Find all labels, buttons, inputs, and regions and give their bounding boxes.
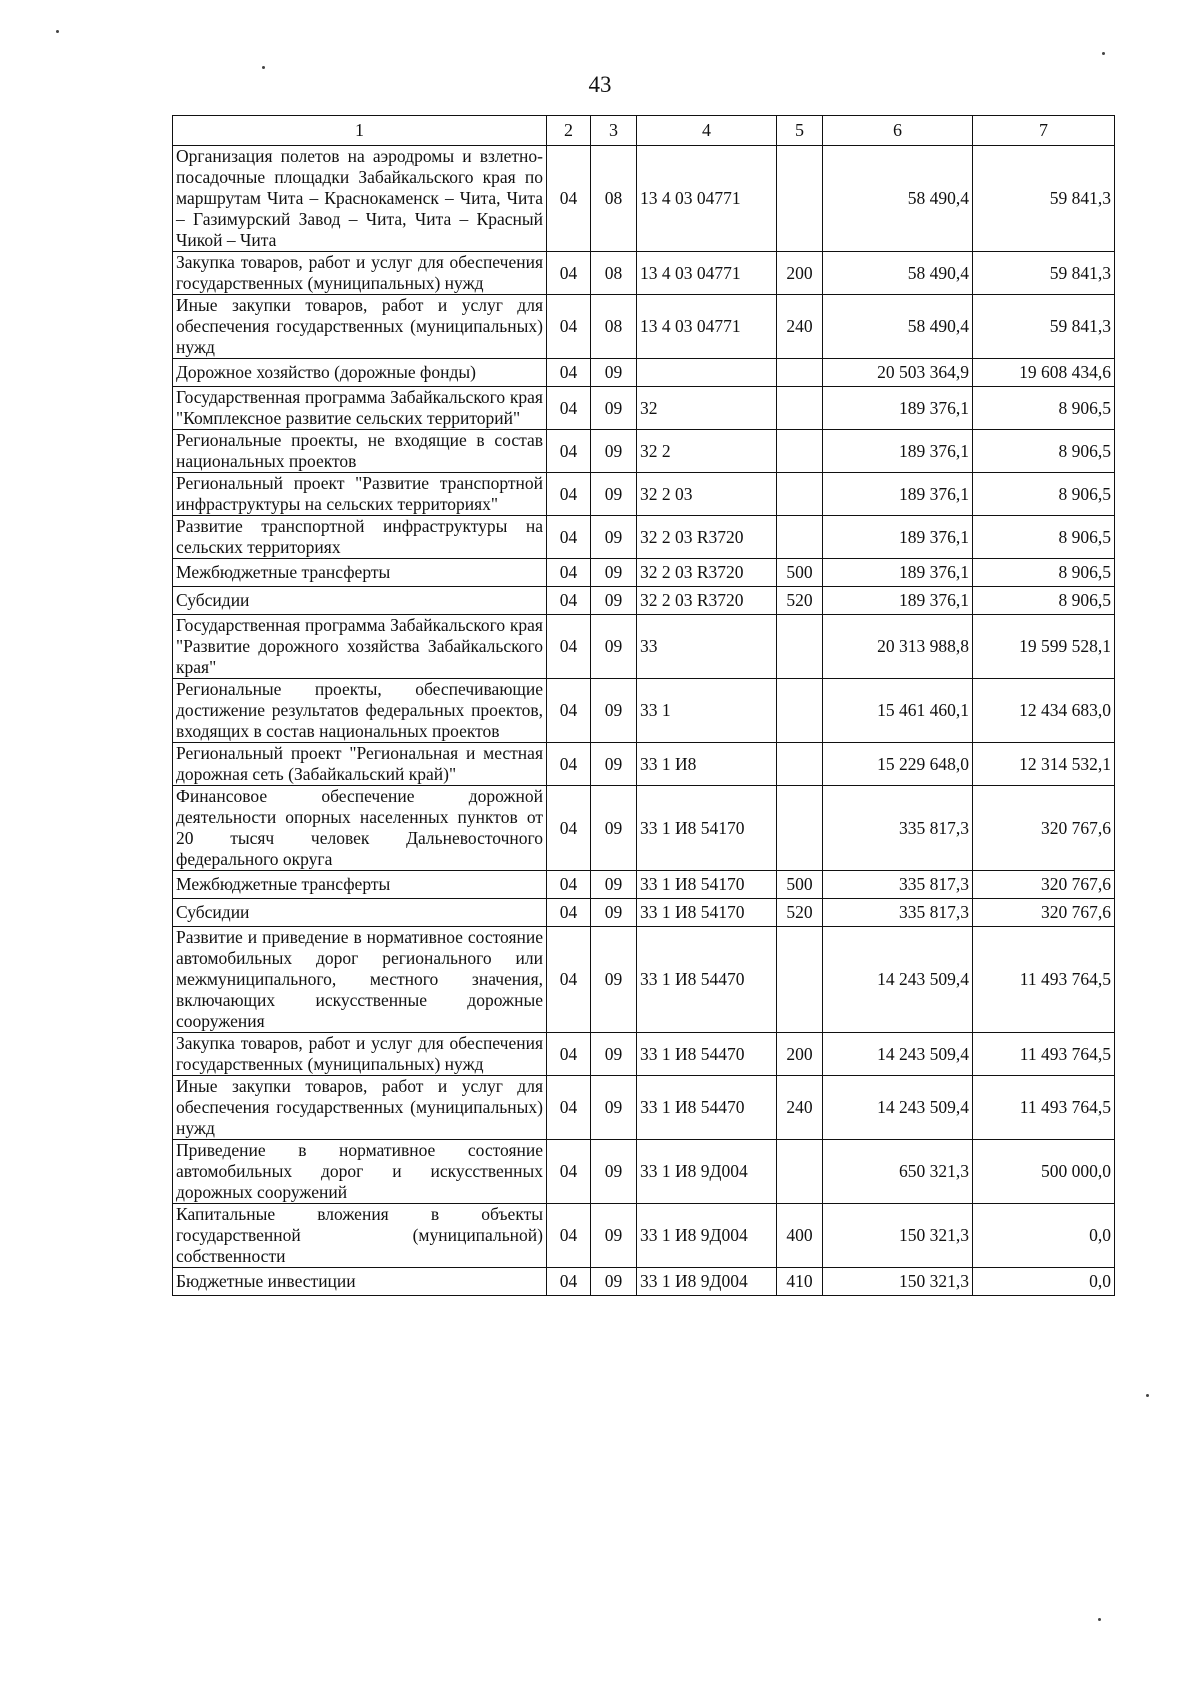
row-target-article-cell: 13 4 03 04771 [637, 146, 777, 252]
row-name-cell: Развитие и приведение в нормативное состояние автомобильных дорог регионального или межмуниципального, местного значения, включающих искусственные дорожные сооружения [173, 927, 547, 1033]
table-row [173, 899, 1115, 927]
row-expense-type-cell [777, 1140, 823, 1204]
row-expense-type-cell [777, 387, 823, 430]
row-expense-type-cell [777, 743, 823, 786]
row-section-cell: 04 [547, 146, 591, 252]
row-subsection-cell: 09 [591, 1033, 637, 1076]
table-row [173, 1140, 1115, 1204]
row-subsection-cell: 09 [591, 1204, 637, 1268]
row-target-article-cell: 32 2 [637, 430, 777, 473]
row-amount-1-cell: 650 321,3 [823, 1140, 973, 1204]
row-subsection-cell: 09 [591, 559, 637, 587]
row-subsection-cell: 08 [591, 295, 637, 359]
row-target-article-cell: 33 1 И8 54170 [637, 871, 777, 899]
row-subsection-cell: 09 [591, 927, 637, 1033]
table-row [173, 679, 1115, 743]
row-subsection-cell: 09 [591, 871, 637, 899]
row-subsection-cell: 09 [591, 473, 637, 516]
scan-speck [56, 30, 59, 33]
row-target-article-cell: 33 1 И8 54470 [637, 1033, 777, 1076]
row-amount-1-cell: 15 229 648,0 [823, 743, 973, 786]
row-amount-2-cell: 500 000,0 [973, 1140, 1115, 1204]
table-row [173, 559, 1115, 587]
row-amount-2-cell: 8 906,5 [973, 516, 1115, 559]
row-amount-2-cell: 19 599 528,1 [973, 615, 1115, 679]
row-section-cell: 04 [547, 587, 591, 615]
row-amount-1-cell: 15 461 460,1 [823, 679, 973, 743]
row-amount-1-cell: 189 376,1 [823, 559, 973, 587]
row-amount-1-cell: 335 817,3 [823, 899, 973, 927]
row-amount-2-cell: 8 906,5 [973, 587, 1115, 615]
row-amount-2-cell: 320 767,6 [973, 899, 1115, 927]
row-section-cell: 04 [547, 743, 591, 786]
row-section-cell: 04 [547, 295, 591, 359]
row-section-cell: 04 [547, 786, 591, 871]
row-target-article-cell: 33 1 И8 54170 [637, 899, 777, 927]
row-target-article-cell [637, 359, 777, 387]
row-section-cell: 04 [547, 679, 591, 743]
table-row [173, 359, 1115, 387]
row-amount-2-cell: 8 906,5 [973, 430, 1115, 473]
row-name-cell: Государственная программа Забайкальского края "Комплексное развитие сельских территорий" [173, 387, 547, 430]
row-name-cell: Дорожное хозяйство (дорожные фонды) [173, 359, 547, 387]
row-section-cell: 04 [547, 899, 591, 927]
table-row [173, 871, 1115, 899]
row-expense-type-cell: 200 [777, 252, 823, 295]
scan-speck [262, 66, 265, 69]
row-expense-type-cell [777, 516, 823, 559]
row-subsection-cell: 09 [591, 430, 637, 473]
table-row [173, 387, 1115, 430]
row-amount-2-cell: 320 767,6 [973, 786, 1115, 871]
row-amount-1-cell: 189 376,1 [823, 473, 973, 516]
row-amount-2-cell: 12 314 532,1 [973, 743, 1115, 786]
row-target-article-cell: 33 1 И8 9Д004 [637, 1268, 777, 1296]
row-amount-2-cell: 8 906,5 [973, 473, 1115, 516]
row-section-cell: 04 [547, 430, 591, 473]
row-amount-1-cell: 14 243 509,4 [823, 927, 973, 1033]
row-expense-type-cell [777, 615, 823, 679]
row-target-article-cell: 32 2 03 R3720 [637, 587, 777, 615]
row-section-cell: 04 [547, 1268, 591, 1296]
row-name-cell: Субсидии [173, 899, 547, 927]
row-subsection-cell: 09 [591, 587, 637, 615]
row-section-cell: 04 [547, 559, 591, 587]
row-section-cell: 04 [547, 473, 591, 516]
row-amount-2-cell: 11 493 764,5 [973, 1033, 1115, 1076]
row-name-cell: Бюджетные инвестиции [173, 1268, 547, 1296]
row-amount-1-cell: 20 313 988,8 [823, 615, 973, 679]
row-subsection-cell: 09 [591, 615, 637, 679]
row-name-cell: Иные закупки товаров, работ и услуг для обеспечения государственных (муниципальных) нужд [173, 1076, 547, 1140]
row-section-cell: 04 [547, 1204, 591, 1268]
row-target-article-cell: 33 1 И8 54470 [637, 1076, 777, 1140]
row-expense-type-cell: 500 [777, 559, 823, 587]
row-name-cell: Финансовое обеспечение дорожной деятельности опорных населенных пунктов от 20 тысяч человек Дальневосточного федерального округа [173, 786, 547, 871]
row-target-article-cell: 33 1 И8 [637, 743, 777, 786]
table-header-row [173, 116, 1115, 146]
table-row [173, 146, 1115, 252]
row-name-cell: Государственная программа Забайкальского края "Развитие дорожного хозяйства Забайкальского края" [173, 615, 547, 679]
row-section-cell: 04 [547, 927, 591, 1033]
header-col-1: 1 [173, 116, 547, 146]
row-expense-type-cell: 200 [777, 1033, 823, 1076]
row-expense-type-cell [777, 927, 823, 1033]
row-amount-2-cell: 0,0 [973, 1268, 1115, 1296]
row-amount-1-cell: 14 243 509,4 [823, 1076, 973, 1140]
row-subsection-cell: 09 [591, 679, 637, 743]
row-subsection-cell: 09 [591, 516, 637, 559]
row-expense-type-cell [777, 786, 823, 871]
row-amount-2-cell: 11 493 764,5 [973, 927, 1115, 1033]
row-expense-type-cell [777, 473, 823, 516]
row-subsection-cell: 09 [591, 1268, 637, 1296]
scan-speck [1102, 52, 1105, 55]
row-expense-type-cell: 240 [777, 1076, 823, 1140]
table-body [173, 146, 1115, 1296]
row-name-cell: Межбюджетные трансферты [173, 559, 547, 587]
scan-speck [1146, 1394, 1149, 1397]
row-expense-type-cell: 400 [777, 1204, 823, 1268]
row-section-cell: 04 [547, 359, 591, 387]
row-name-cell: Региональный проект "Развитие транспортной инфраструктуры на сельских территориях" [173, 473, 547, 516]
row-target-article-cell: 32 [637, 387, 777, 430]
row-target-article-cell: 33 1 И8 54470 [637, 927, 777, 1033]
table-row [173, 252, 1115, 295]
table-row [173, 430, 1115, 473]
table-row [173, 1076, 1115, 1140]
row-expense-type-cell: 410 [777, 1268, 823, 1296]
row-target-article-cell: 33 1 И8 54170 [637, 786, 777, 871]
row-amount-1-cell: 150 321,3 [823, 1204, 973, 1268]
row-subsection-cell: 09 [591, 387, 637, 430]
scan-speck [1098, 1618, 1101, 1621]
row-amount-1-cell: 189 376,1 [823, 516, 973, 559]
row-expense-type-cell: 500 [777, 871, 823, 899]
row-amount-1-cell: 189 376,1 [823, 430, 973, 473]
row-subsection-cell: 09 [591, 786, 637, 871]
table-row [173, 786, 1115, 871]
row-target-article-cell: 32 2 03 R3720 [637, 516, 777, 559]
table-row [173, 927, 1115, 1033]
row-subsection-cell: 09 [591, 1076, 637, 1140]
row-amount-1-cell: 189 376,1 [823, 587, 973, 615]
row-name-cell: Региональные проекты, не входящие в состав национальных проектов [173, 430, 547, 473]
header-col-3: 3 [591, 116, 637, 146]
row-amount-2-cell: 59 841,3 [973, 252, 1115, 295]
row-expense-type-cell: 520 [777, 587, 823, 615]
row-amount-1-cell: 58 490,4 [823, 146, 973, 252]
row-name-cell: Закупка товаров, работ и услуг для обеспечения государственных (муниципальных) нужд [173, 1033, 547, 1076]
row-amount-2-cell: 8 906,5 [973, 387, 1115, 430]
row-name-cell: Закупка товаров, работ и услуг для обеспечения государственных (муниципальных) нужд [173, 252, 547, 295]
header-col-5: 5 [777, 116, 823, 146]
header-col-2: 2 [547, 116, 591, 146]
row-section-cell: 04 [547, 1140, 591, 1204]
row-amount-2-cell: 0,0 [973, 1204, 1115, 1268]
row-target-article-cell: 13 4 03 04771 [637, 295, 777, 359]
row-name-cell: Приведение в нормативное состояние автомобильных дорог и искусственных дорожных сооружений [173, 1140, 547, 1204]
row-amount-1-cell: 20 503 364,9 [823, 359, 973, 387]
row-expense-type-cell [777, 430, 823, 473]
row-expense-type-cell: 520 [777, 899, 823, 927]
row-section-cell: 04 [547, 387, 591, 430]
table-row [173, 587, 1115, 615]
row-amount-1-cell: 58 490,4 [823, 252, 973, 295]
row-name-cell: Субсидии [173, 587, 547, 615]
row-subsection-cell: 09 [591, 899, 637, 927]
row-target-article-cell: 33 [637, 615, 777, 679]
table-row [173, 743, 1115, 786]
row-amount-2-cell: 59 841,3 [973, 295, 1115, 359]
row-subsection-cell: 08 [591, 252, 637, 295]
row-section-cell: 04 [547, 252, 591, 295]
row-name-cell: Межбюджетные трансферты [173, 871, 547, 899]
row-target-article-cell: 32 2 03 R3720 [637, 559, 777, 587]
table-row [173, 1033, 1115, 1076]
row-section-cell: 04 [547, 1033, 591, 1076]
row-section-cell: 04 [547, 516, 591, 559]
row-amount-2-cell: 12 434 683,0 [973, 679, 1115, 743]
table-row [173, 473, 1115, 516]
table-row [173, 1268, 1115, 1296]
row-section-cell: 04 [547, 1076, 591, 1140]
row-amount-2-cell: 8 906,5 [973, 559, 1115, 587]
row-subsection-cell: 08 [591, 146, 637, 252]
table-row [173, 1204, 1115, 1268]
row-name-cell: Иные закупки товаров, работ и услуг для обеспечения государственных (муниципальных) нужд [173, 295, 547, 359]
row-amount-2-cell: 59 841,3 [973, 146, 1115, 252]
row-expense-type-cell: 240 [777, 295, 823, 359]
row-section-cell: 04 [547, 615, 591, 679]
row-target-article-cell: 33 1 И8 9Д004 [637, 1204, 777, 1268]
header-col-7: 7 [973, 116, 1115, 146]
row-amount-2-cell: 11 493 764,5 [973, 1076, 1115, 1140]
row-name-cell: Организация полетов на аэродромы и взлетно-посадочные площадки Забайкальского края по маршрутам Чита – Краснокаменск – Чита, Чита – Газимурский Завод – Чита, Чита – Красный Чикой – Чита [173, 146, 547, 252]
row-name-cell: Региональные проекты, обеспечивающие достижение результатов федеральных проектов, входящих в состав национальных проектов [173, 679, 547, 743]
header-col-6: 6 [823, 116, 973, 146]
row-amount-1-cell: 335 817,3 [823, 786, 973, 871]
row-amount-2-cell: 19 608 434,6 [973, 359, 1115, 387]
table-row [173, 295, 1115, 359]
row-amount-1-cell: 58 490,4 [823, 295, 973, 359]
row-target-article-cell: 33 1 [637, 679, 777, 743]
row-subsection-cell: 09 [591, 359, 637, 387]
row-expense-type-cell [777, 146, 823, 252]
row-name-cell: Региональный проект "Региональная и местная дорожная сеть (Забайкальский край)" [173, 743, 547, 786]
table-row [173, 615, 1115, 679]
row-subsection-cell: 09 [591, 1140, 637, 1204]
budget-table [172, 115, 1115, 1296]
row-amount-1-cell: 150 321,3 [823, 1268, 973, 1296]
row-target-article-cell: 32 2 03 [637, 473, 777, 516]
page-number: 43 [588, 72, 612, 97]
row-amount-1-cell: 335 817,3 [823, 871, 973, 899]
row-amount-2-cell: 320 767,6 [973, 871, 1115, 899]
row-name-cell: Капитальные вложения в объекты государственной (муниципальной) собственности [173, 1204, 547, 1268]
header-col-4: 4 [637, 116, 777, 146]
row-target-article-cell: 33 1 И8 9Д004 [637, 1140, 777, 1204]
row-amount-1-cell: 14 243 509,4 [823, 1033, 973, 1076]
row-expense-type-cell [777, 359, 823, 387]
row-expense-type-cell [777, 679, 823, 743]
row-section-cell: 04 [547, 871, 591, 899]
row-target-article-cell: 13 4 03 04771 [637, 252, 777, 295]
row-amount-1-cell: 189 376,1 [823, 387, 973, 430]
table-row [173, 516, 1115, 559]
row-name-cell: Развитие транспортной инфраструктуры на сельских территориях [173, 516, 547, 559]
row-subsection-cell: 09 [591, 743, 637, 786]
